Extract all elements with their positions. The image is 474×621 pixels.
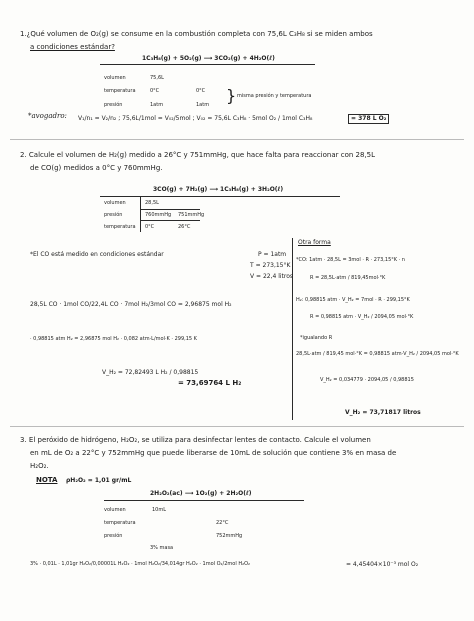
- problem-3-question-line2: en mL de O₂ a 22°C y 752mmHg que puede liberarse de 10mL de solución que contiene 3% en masa de: [30, 449, 397, 457]
- problem-2-calc3: V_H₂ = 72,82493 L H₂ / 0,98815: [102, 369, 199, 376]
- other-line: V_H₂ = 0,034779 · 2094,05 / 0,98815: [320, 377, 414, 383]
- problem-2-calc2: · 0,98815 atm H₂ = 2,96875 mol H₂ · 0,082 atm·L/mol·K · 299,15 K: [30, 336, 197, 342]
- column-divider: [292, 238, 293, 420]
- table-divider: [140, 197, 141, 232]
- problem-2-calc1: 28,5L CO · 1mol CO/22,4L CO · 7mol H₂/3mol CO = 2,96875 mol H₂: [30, 301, 232, 308]
- nota-density: ρH₂O₂ = 1,01 gr/mL: [66, 477, 132, 484]
- row-value: 75,6L: [150, 75, 164, 81]
- other-line: R = 28,5L·atm / 819,45mol·°K: [310, 275, 386, 281]
- other-method-title: Otra forma: [298, 239, 331, 246]
- problem-3-question: 3. El peróxido de hidrógeno, H₂O₂, se utiliza para desinfectar lentes de contacto. Calcule el volumen: [20, 436, 371, 444]
- row-label: volumen: [104, 200, 126, 206]
- table-line: [140, 220, 200, 221]
- other-line: *CO: 1atm · 28,5L = 3mol · R · 273,15°K · n: [296, 257, 405, 263]
- other-result: V_H₂ = 73,71817 litros: [345, 409, 421, 416]
- row-value: 10mL: [152, 507, 167, 513]
- other-line: H₂: 0,98815 atm · V_H₂ = 7mol · R · 299,15°K: [296, 297, 410, 303]
- row-value: 751mmHg: [178, 212, 205, 218]
- divider: [10, 426, 464, 427]
- divider: [10, 139, 464, 140]
- row-value: 1atm: [196, 102, 210, 108]
- problem-2-note: *El CO está medido en condiciones estándar: [30, 251, 164, 258]
- problem-2-reaction: 3CO(g) + 7H₂(g) ⟶ 1C₃H₈(g) + 3H₂O(ℓ): [153, 186, 284, 193]
- row-label: presión: [104, 102, 123, 108]
- problem-1-reaction: 1C₃H₈(g) + 5O₂(g) ⟶ 3CO₂(g) + 4H₂O(ℓ): [142, 55, 275, 62]
- row-value: 22°C: [216, 520, 229, 526]
- problem-1-result: = 378 L O₂: [348, 114, 389, 124]
- problem-3-reaction: 2H₂O₂(ac) ⟶ 1O₂(g) + 2H₂O(ℓ): [150, 490, 252, 497]
- row-value: 0°C: [196, 88, 206, 94]
- std-volume: V = 22,4 litros: [250, 273, 294, 280]
- row-value: 0°C: [145, 224, 155, 230]
- problem-1-note: misma presión y temperatura: [237, 93, 312, 99]
- problem-3-result: = 4,45404×10⁻³ mol O₂: [346, 561, 419, 568]
- reaction-underline: [100, 64, 315, 65]
- std-pressure: P = 1atm: [258, 251, 287, 258]
- row-value: 1atm: [150, 102, 164, 108]
- problem-1-equation: V₁/n₁ = V₂/n₂ ; 75,6L/1mol = V₀₂/5mol ; V₀₂ = 75,6L C₃H₈ · 5mol O₂ / 1mol C₃H₈: [78, 115, 313, 122]
- problem-3-calc: 3% · 0,01L · 1,01gr H₂O₂/0,00001L H₂O₂ · 1mol H₂O₂/34,014gr H₂O₂ · 1mol O₂/2mol H₂O₂: [30, 561, 251, 567]
- problem-2-result: = 73,69764 L H₂: [178, 379, 242, 387]
- problem-2-question: 2. Calcule el volumen de H₂(g) medido a 26°C y 751mmHg, que hace falta para reaccionar con 28,5L: [20, 151, 376, 159]
- problem-2-question-line2: de CO(g) medidos a 0°C y 760mmHg.: [30, 164, 163, 172]
- reaction-underline: [104, 500, 304, 501]
- table-line: [140, 209, 200, 210]
- row-value: 28,5L: [145, 200, 159, 206]
- reaction-underline: [100, 196, 340, 197]
- row-label: volumen: [104, 507, 126, 513]
- avogadro-label: *avogadro:: [28, 112, 67, 120]
- row-value: 760mmHg: [145, 212, 172, 218]
- std-temperature: T = 273,15°K: [250, 262, 291, 269]
- nota-label: NOTA: [36, 476, 58, 484]
- problem-3-question-line3: H₂O₂.: [30, 462, 49, 470]
- row-label: temperatura: [104, 88, 136, 94]
- row-value: 26°C: [178, 224, 191, 230]
- row-label: volumen: [104, 75, 126, 81]
- row-label: temperatura: [104, 224, 136, 230]
- other-line: R = 0,98815 atm · V_H₂ / 2094,05 mol·°K: [310, 314, 414, 320]
- brace: }: [226, 86, 237, 105]
- row-value: 0°C: [150, 88, 160, 94]
- problem-1-question-line2: a condiciones estándar?: [30, 43, 115, 51]
- other-line: *igualando R: [300, 335, 333, 341]
- row-label: presión: [104, 212, 123, 218]
- row-value: 752mmHg: [216, 533, 243, 539]
- row-label: temperatura: [104, 520, 136, 526]
- row-label: presión: [104, 533, 123, 539]
- mass-percent: 3% masa: [150, 545, 174, 551]
- other-line: 28,5L·atm / 819,45 mol·°K = 0,98815 atm·V_H₂ / 2094,05 mol·°K: [296, 351, 459, 357]
- problem-1-question: 1.¿Qué volumen de O₂(g) se consume en la combustión completa con 75,6L C₃H₈ si se miden ambos: [20, 30, 373, 38]
